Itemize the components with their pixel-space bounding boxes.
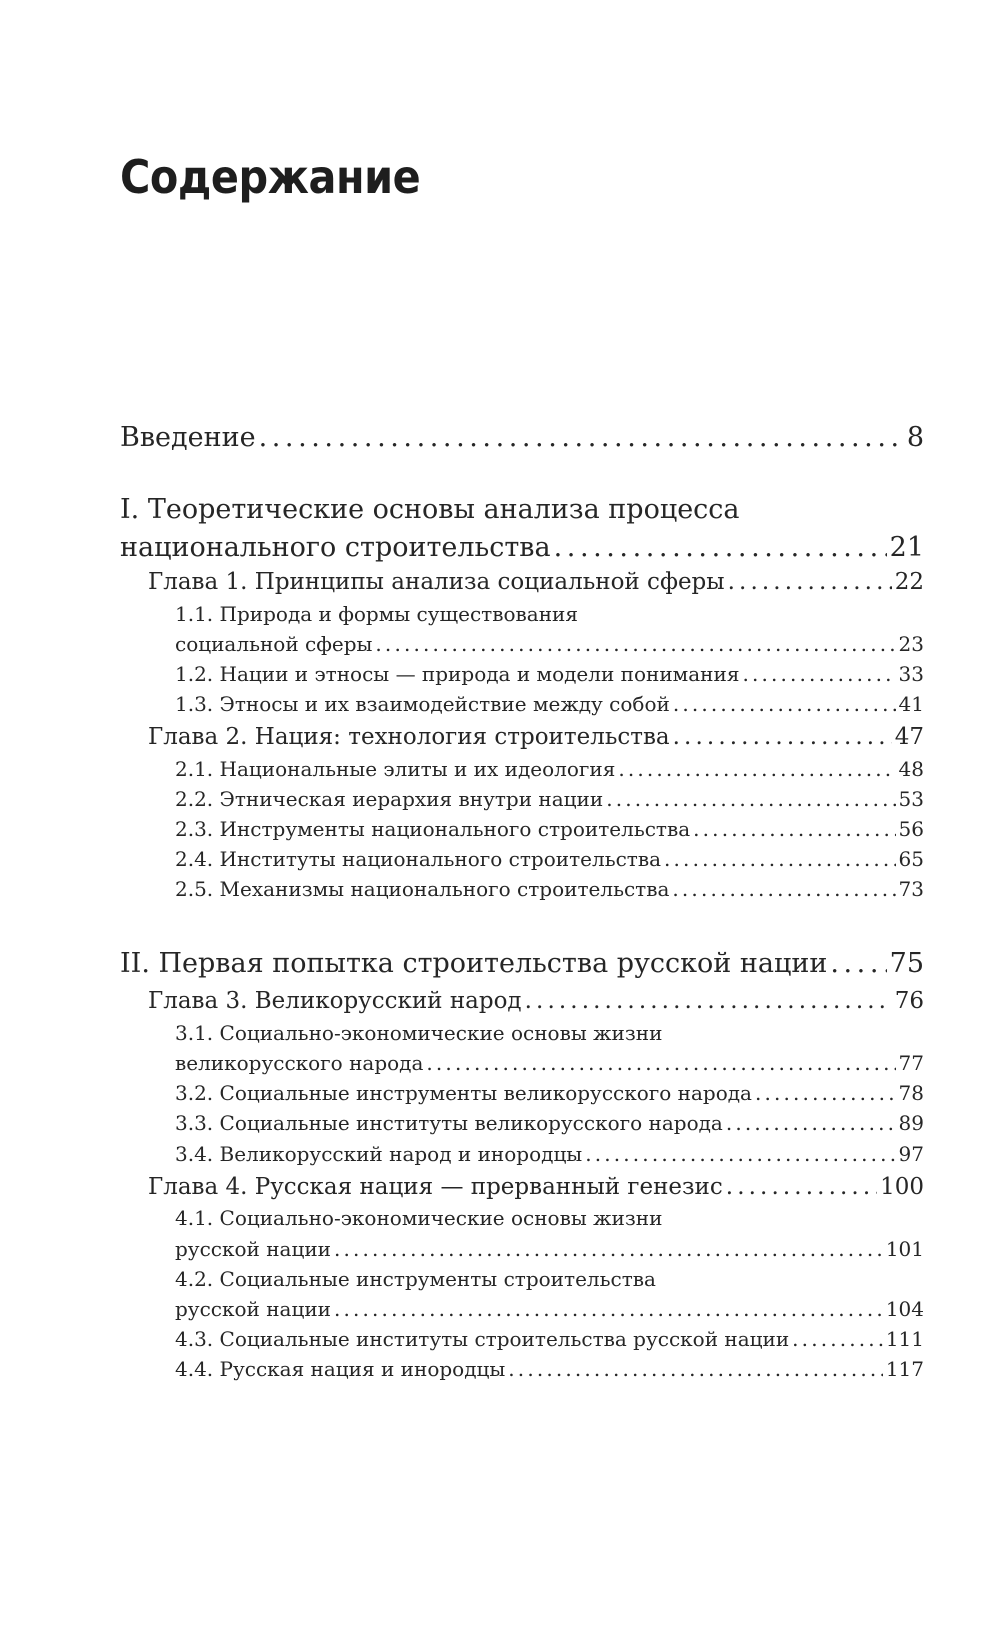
dot-leader xyxy=(508,1357,883,1381)
dot-leader xyxy=(426,1051,895,1075)
toc-section-1-1-line-1[interactable]: 1.1. Природа и формы существования xyxy=(175,602,578,626)
dot-leader xyxy=(728,569,892,595)
toc-entry-part-2[interactable] xyxy=(120,948,924,979)
toc-page-number: 33 xyxy=(898,662,924,686)
toc-entry-chapter-4[interactable] xyxy=(148,1174,924,1200)
toc-entry-label: Введение xyxy=(120,422,256,453)
dot-leader xyxy=(606,787,895,811)
toc-entry-label: 4.3. Социальные институты строительства русской нации xyxy=(175,1327,790,1351)
toc-entry-section-3-2[interactable] xyxy=(175,1081,924,1105)
toc-entry-section-2-5[interactable] xyxy=(175,877,924,901)
dot-leader xyxy=(375,632,895,656)
toc-entry-label: национального строительства xyxy=(120,532,551,563)
dot-leader xyxy=(554,532,887,563)
toc-page-number: 101 xyxy=(885,1237,924,1261)
dot-leader xyxy=(334,1297,883,1321)
dot-leader xyxy=(755,1081,896,1105)
toc-page-number: 53 xyxy=(898,787,924,811)
toc-entry-section-2-3[interactable] xyxy=(175,817,924,841)
toc-entry-section-3-1[interactable] xyxy=(175,1051,924,1075)
toc-entry-section-2-4[interactable] xyxy=(175,847,924,871)
page-title: Содержание xyxy=(120,150,421,204)
dot-leader xyxy=(525,988,892,1014)
dot-leader xyxy=(726,1111,896,1135)
toc-page-number: 97 xyxy=(898,1142,924,1166)
toc-page-number: 76 xyxy=(894,988,924,1014)
toc-entry-label: II. Первая попытка строительства русской нации xyxy=(120,948,828,979)
toc-part-1-title-line-1[interactable]: I. Теоретические основы анализа процесса xyxy=(120,494,740,525)
toc-entry-section-1-2[interactable] xyxy=(175,662,924,686)
toc-entry-label: 2.5. Механизмы национального строительства xyxy=(175,877,670,901)
toc-entry-label: 1.3. Этносы и их взаимодействие между собой xyxy=(175,692,670,716)
toc-page-number: 56 xyxy=(898,817,924,841)
dot-leader xyxy=(693,817,895,841)
toc-entry-section-4-3[interactable] xyxy=(175,1327,924,1351)
toc-page-number: 75 xyxy=(889,948,924,979)
dot-leader xyxy=(742,662,895,686)
toc-entry-label: 2.4. Институты национального строительства xyxy=(175,847,662,871)
toc-entry-label: 4.4. Русская нация и инородцы xyxy=(175,1357,506,1381)
toc-page-number: 22 xyxy=(894,569,924,595)
toc-page-number: 8 xyxy=(906,422,924,453)
toc-entry-label: Глава 3. Великорусский народ xyxy=(148,988,522,1014)
dot-leader xyxy=(664,847,896,871)
dot-leader xyxy=(672,877,895,901)
toc-entry-label: 3.3. Социальные институты великорусского народа xyxy=(175,1111,723,1135)
toc-entry-section-4-2[interactable] xyxy=(175,1297,924,1321)
toc-entry-label: Глава 2. Нация: технология строительства xyxy=(148,724,670,750)
dot-leader xyxy=(585,1142,895,1166)
toc-entry-section-3-4[interactable] xyxy=(175,1142,924,1166)
toc-page-number: 89 xyxy=(898,1111,924,1135)
dot-leader xyxy=(673,724,892,750)
toc-entry-label: 2.2. Этническая иерархия внутри нации xyxy=(175,787,604,811)
toc-section-3-1-line-1[interactable]: 3.1. Социально-экономические основы жизни xyxy=(175,1021,663,1045)
toc-page-number: 100 xyxy=(880,1174,924,1200)
dot-leader xyxy=(673,692,896,716)
toc-entry-label: 1.2. Нации и этносы — природа и модели понимания xyxy=(175,662,740,686)
dot-leader xyxy=(726,1174,877,1200)
toc-entry-label: Глава 4. Русская нация — прерванный генезис xyxy=(148,1174,723,1200)
toc-page-number: 117 xyxy=(885,1357,924,1381)
toc-entry-chapter-2[interactable] xyxy=(148,724,924,750)
toc-entry-section-3-3[interactable] xyxy=(175,1111,924,1135)
toc-page-number: 77 xyxy=(898,1051,924,1075)
toc-entry-label: 3.4. Великорусский народ и инородцы xyxy=(175,1142,583,1166)
toc-page-number: 41 xyxy=(898,692,924,716)
toc-page-number: 73 xyxy=(898,877,924,901)
toc-entry-label: русской нации xyxy=(175,1237,331,1261)
toc-entry-label: 2.1. Национальные элиты и их идеология xyxy=(175,757,616,781)
toc-section-4-1-line-1[interactable]: 4.1. Социально-экономические основы жизни xyxy=(175,1206,663,1230)
toc-entry-part-1[interactable] xyxy=(120,532,924,563)
toc-page-number: 104 xyxy=(885,1297,924,1321)
toc-entry-label: русской нации xyxy=(175,1297,331,1321)
toc-page-number: 111 xyxy=(885,1327,924,1351)
toc-entry-chapter-1[interactable] xyxy=(148,569,924,595)
toc-entry-section-1-3[interactable] xyxy=(175,692,924,716)
toc-entry-label: 3.2. Социальные инструменты великорусского народа xyxy=(175,1081,752,1105)
dot-leader xyxy=(334,1237,883,1261)
toc-page-number: 78 xyxy=(898,1081,924,1105)
toc-entry-label: великорусского народа xyxy=(175,1051,424,1075)
toc-section-4-2-line-1[interactable]: 4.2. Социальные инструменты строительства xyxy=(175,1267,656,1291)
dot-leader xyxy=(259,422,904,453)
toc-entry-section-2-2[interactable] xyxy=(175,787,924,811)
toc-entry-section-4-1[interactable] xyxy=(175,1237,924,1261)
dot-leader xyxy=(792,1327,883,1351)
toc-entry-section-4-4[interactable] xyxy=(175,1357,924,1381)
dot-leader xyxy=(830,948,886,979)
toc-entry-label: Глава 1. Принципы анализа социальной сферы xyxy=(148,569,725,595)
toc-page-number: 23 xyxy=(898,632,924,656)
toc-entry-label: социальной сферы xyxy=(175,632,373,656)
dot-leader xyxy=(618,757,895,781)
toc-page-number: 48 xyxy=(898,757,924,781)
toc-page-number: 47 xyxy=(894,724,924,750)
toc-entry-section-1-1[interactable] xyxy=(175,632,924,656)
toc-entry-label: 2.3. Инструменты национального строительства xyxy=(175,817,691,841)
toc-entry-chapter-3[interactable] xyxy=(148,988,924,1014)
toc-entry-intro[interactable] xyxy=(120,422,924,453)
toc-page-number: 65 xyxy=(898,847,924,871)
toc-page-number: 21 xyxy=(889,532,924,563)
toc-entry-section-2-1[interactable] xyxy=(175,757,924,781)
